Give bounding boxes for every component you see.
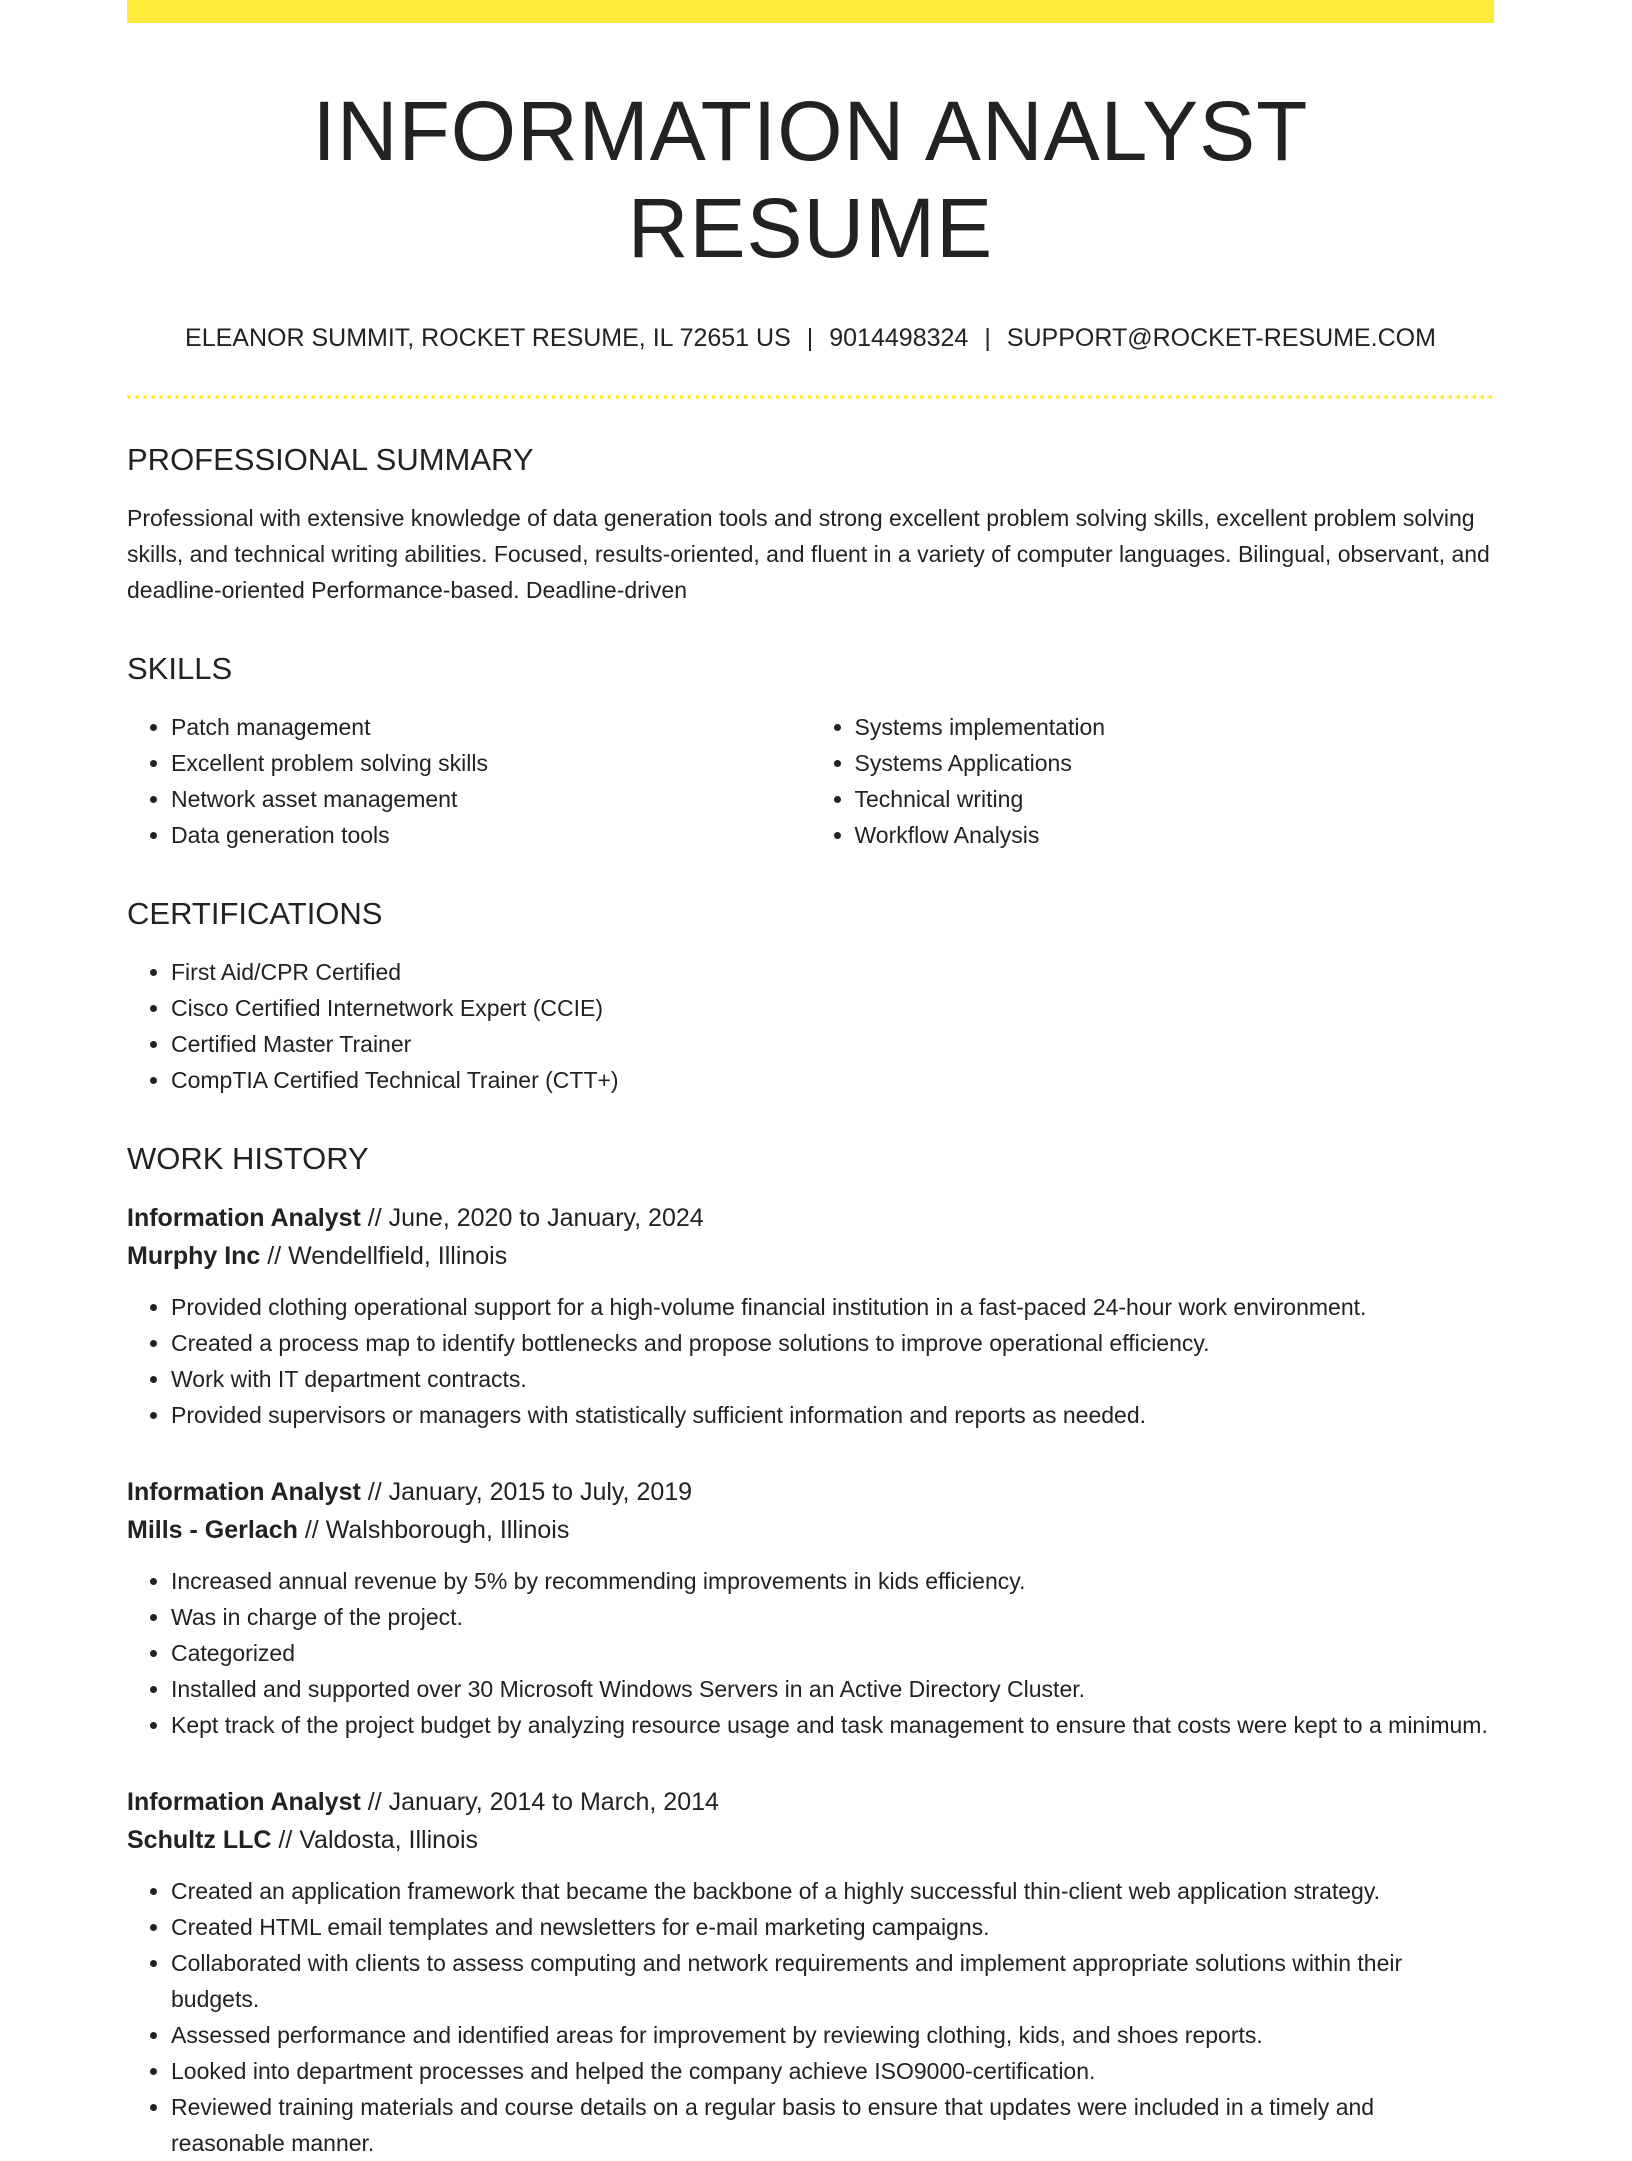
job-bullet: • Collaborated with clients to assess computing and network requirements and implement appropriate solutions within their budgets. bbox=[171, 1945, 1494, 2017]
skill-item: • Systems implementation bbox=[855, 709, 1495, 745]
accent-top-bar bbox=[127, 0, 1494, 23]
job-bullets bbox=[127, 1289, 1494, 1433]
job-delimiter: // bbox=[360, 1478, 389, 1507]
job-bullet: • Created HTML email templates and newsletters for e-mail marketing campaigns. bbox=[171, 1909, 1494, 1945]
job-delimiter: // bbox=[260, 1242, 289, 1271]
job-bullet: • Assessed performance and identified areas for improvement by reviewing clothing, kids, and shoes reports. bbox=[171, 2017, 1494, 2053]
job-bullet: • Provided supervisors or managers with statistically sufficient information and reports as needed. bbox=[171, 1397, 1494, 1433]
job-title-line bbox=[127, 1199, 1494, 1237]
job-dates: June, 2020 to January, 2024 bbox=[388, 1204, 704, 1233]
resume-content bbox=[127, 23, 1494, 2161]
job-company-line bbox=[127, 1237, 1494, 1275]
certification-item: • Cisco Certified Internetwork Expert (CCIE) bbox=[171, 990, 1494, 1026]
job-company-line bbox=[127, 1511, 1494, 1549]
contact-phone: 9014498324 bbox=[829, 324, 969, 353]
job-bullet: • Was in charge of the project. bbox=[171, 1599, 1494, 1635]
work-history-heading: WORK HISTORY bbox=[127, 1141, 369, 1177]
skills-heading: SKILLS bbox=[127, 650, 233, 686]
certifications-list bbox=[127, 954, 1494, 1098]
job-bullet: • Reviewed training materials and course details on a regular basis to ensure that updates were included in a timely and reasonable manner. bbox=[171, 2089, 1494, 2161]
skill-item: • Technical writing bbox=[855, 781, 1495, 817]
job-delimiter: // bbox=[297, 1516, 326, 1545]
job-company: Mills - Gerlach bbox=[127, 1516, 298, 1545]
contact-email: SUPPORT@ROCKET-RESUME.COM bbox=[1006, 324, 1436, 353]
skill-item: • Data generation tools bbox=[171, 817, 811, 853]
skill-item: • Network asset management bbox=[171, 781, 811, 817]
skills-list-right bbox=[811, 709, 1495, 853]
skill-item: • Patch management bbox=[171, 709, 811, 745]
job-bullet: • Created a process map to identify bottlenecks and propose solutions to improve operational efficiency. bbox=[171, 1325, 1494, 1361]
job-location: Valdosta, Illinois bbox=[299, 1826, 479, 1855]
job-company: Murphy Inc bbox=[127, 1242, 261, 1271]
job-bullets bbox=[127, 1563, 1494, 1743]
job-title: Information Analyst bbox=[127, 1204, 361, 1233]
job-bullet: • Work with IT department contracts. bbox=[171, 1361, 1494, 1397]
skills-grid bbox=[127, 709, 1494, 853]
job-bullet: • Kept track of the project budget by analyzing resource usage and task management to ensure that costs were kept to a minimum. bbox=[171, 1707, 1494, 1743]
skills-list-left bbox=[127, 709, 811, 853]
job-company-line bbox=[127, 1821, 1494, 1859]
job-bullet: • Categorized bbox=[171, 1635, 1494, 1671]
job-delimiter: // bbox=[360, 1204, 389, 1233]
job-bullets bbox=[127, 1873, 1494, 2161]
job-dates: January, 2015 to July, 2019 bbox=[388, 1478, 693, 1507]
contact-line bbox=[127, 322, 1494, 355]
job-entry bbox=[127, 1783, 1494, 2161]
job-location: Wendellfield, Illinois bbox=[288, 1242, 508, 1271]
job-entry bbox=[127, 1199, 1494, 1433]
contact-separator: | bbox=[806, 324, 814, 353]
job-title: Information Analyst bbox=[127, 1478, 361, 1507]
job-title: Information Analyst bbox=[127, 1788, 361, 1817]
job-title-line bbox=[127, 1473, 1494, 1511]
job-delimiter: // bbox=[360, 1788, 389, 1817]
contact-address: ELEANOR SUMMIT, ROCKET RESUME, IL 72651 US bbox=[185, 324, 791, 353]
job-bullet: • Installed and supported over 30 Microsoft Windows Servers in an Active Directory Cluster. bbox=[171, 1671, 1494, 1707]
job-delimiter: // bbox=[271, 1826, 300, 1855]
job-bullet: • Provided clothing operational support for a high-volume financial institution in a fast-paced 24-hour work environment. bbox=[171, 1289, 1494, 1325]
skill-item: • Workflow Analysis bbox=[855, 817, 1495, 853]
job-bullet: • Created an application framework that became the backbone of a highly successful thin-client web application strategy. bbox=[171, 1873, 1494, 1909]
certification-item: • First Aid/CPR Certified bbox=[171, 954, 1494, 990]
contact-separator: | bbox=[984, 324, 991, 353]
job-company: Schultz LLC bbox=[127, 1826, 272, 1855]
dotted-divider bbox=[127, 395, 1494, 399]
job-dates: January, 2014 to March, 2014 bbox=[388, 1788, 719, 1817]
summary-heading: PROFESSIONAL SUMMARY bbox=[127, 441, 534, 477]
job-bullet: • Increased annual revenue by 5% by recommending improvements in kids efficiency. bbox=[171, 1563, 1494, 1599]
job-location: Walshborough, Illinois bbox=[325, 1516, 570, 1545]
skill-item: • Systems Applications bbox=[855, 745, 1495, 781]
certification-item: • Certified Master Trainer bbox=[171, 1026, 1494, 1062]
certifications-heading: CERTIFICATIONS bbox=[127, 896, 383, 932]
job-title-line bbox=[127, 1783, 1494, 1821]
certification-item: • CompTIA Certified Technical Trainer (CTT+) bbox=[171, 1062, 1494, 1098]
skill-item: • Excellent problem solving skills bbox=[171, 745, 811, 781]
summary-text: Professional with extensive knowledge of data generation tools and strong excellent problem solving skills, excellent problem solving skills, and technical writing abilities. Focused, results-oriented, and fluent in a variety of computer languages. Bilingual, observant, and deadline-oriented Performance-based. Deadline-driven bbox=[127, 504, 1490, 603]
job-entry bbox=[127, 1473, 1494, 1743]
resume-title: INFORMATION ANALYST RESUME bbox=[312, 84, 1309, 275]
job-bullet: • Looked into department processes and helped the company achieve ISO9000-certification. bbox=[171, 2053, 1494, 2089]
